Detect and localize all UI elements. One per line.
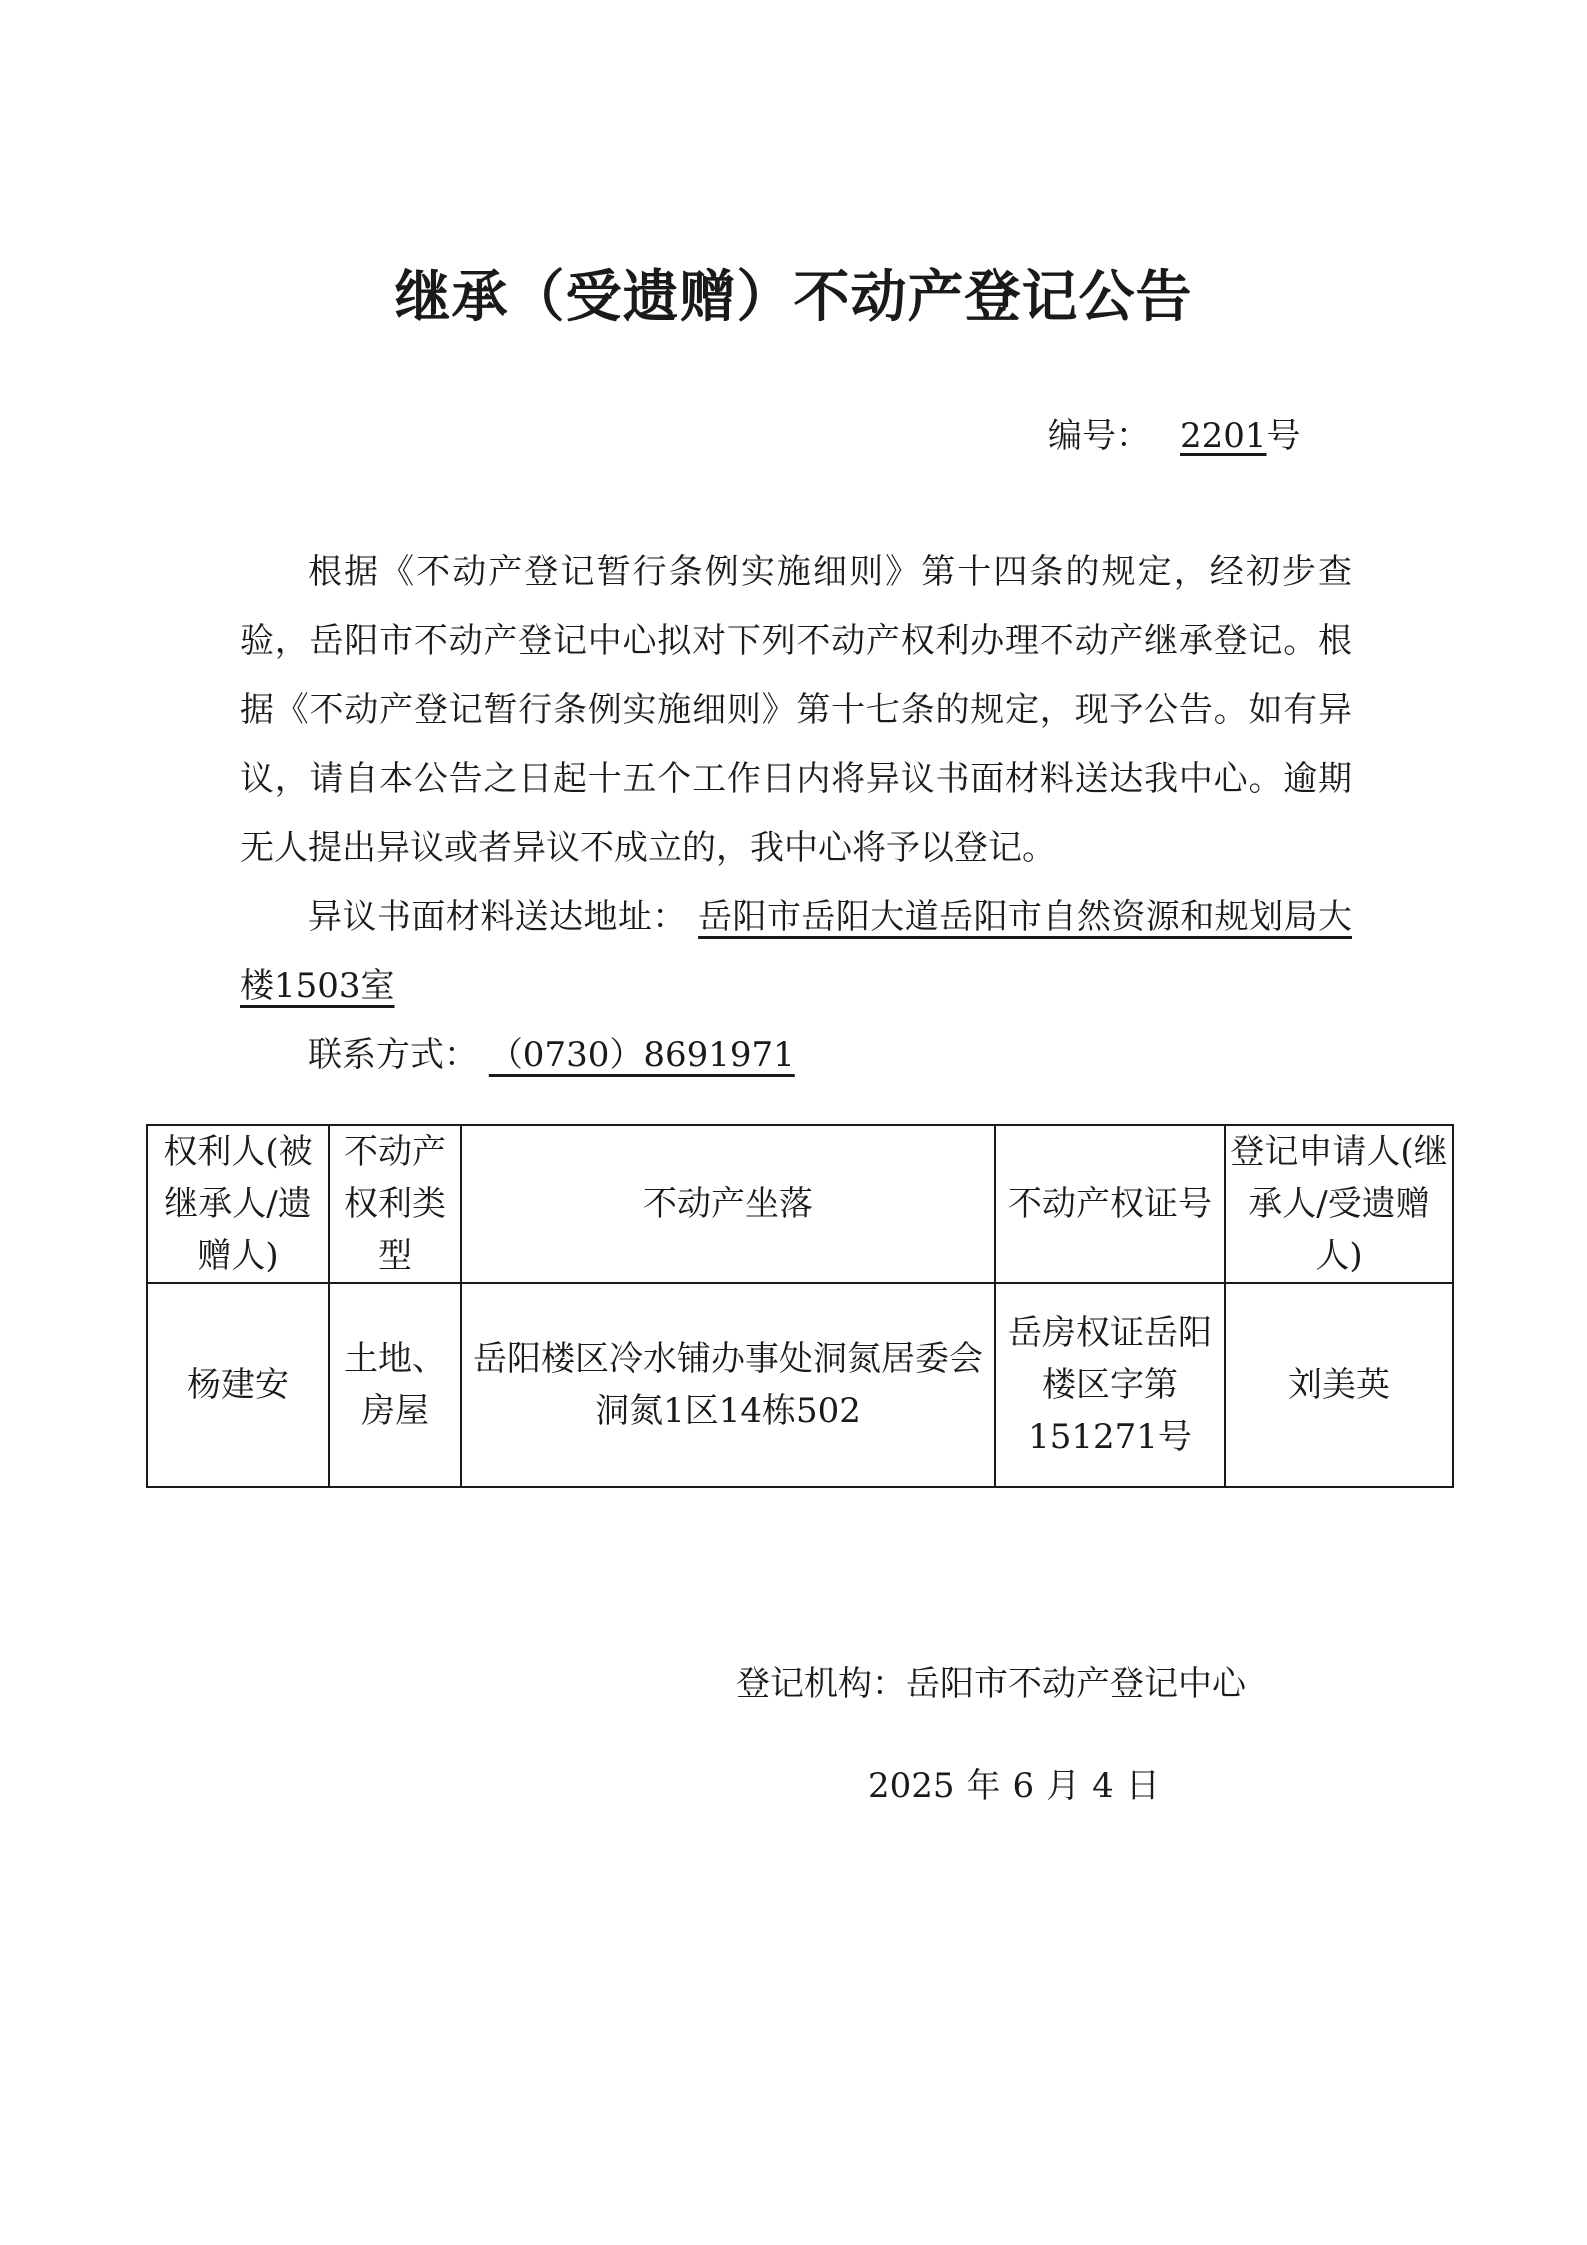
date-day-unit: 日 <box>1125 1766 1160 1806</box>
address-value: 岳阳市岳阳大道岳阳市自然资源和规划局大楼1503室 <box>240 897 1353 1006</box>
document-number-label: 编号： <box>1048 416 1150 456</box>
contact-line <box>240 1021 1352 1090</box>
notice-body <box>240 538 1352 1090</box>
notice-paragraph: 根据《不动产登记暂行条例实施细则》第十四条的规定，经初步查验，岳阳市不动产登记中心拟对下列不动产权利办理不动产继承登记。根据《不动产登记暂行条例实施细则》第十七条的规定，现予公告。如有异议，请自本公告之日起十五个工作日内将异议书面材料送达我中心。逾期无人提出异议或者异议不成立的，我中心将予以登记。 <box>240 552 1352 868</box>
header-right-type: 不动产权利类型 <box>329 1125 461 1283</box>
document-number-value: 2201 <box>1180 416 1267 456</box>
header-applicant: 登记申请人(继承人/受遗赠人) <box>1225 1125 1453 1283</box>
header-holder: 权利人(被继承人/遗赠人) <box>147 1125 329 1283</box>
header-certificate: 不动产权证号 <box>995 1125 1225 1283</box>
contact-label: 联系方式： <box>308 1035 478 1075</box>
document-number <box>1048 410 1301 462</box>
table-header-row <box>147 1125 1453 1283</box>
address-line <box>240 883 1352 1021</box>
page-title: 继承（受遗赠）不动产登记公告 <box>394 265 1193 330</box>
document-number-suffix: 号 <box>1266 416 1301 456</box>
address-label: 异议书面材料送达地址： <box>308 897 687 937</box>
header-location: 不动产坐落 <box>461 1125 995 1283</box>
issue-date <box>862 1760 1166 1812</box>
date-year-unit: 年 <box>966 1766 1001 1806</box>
date-day: 4 <box>1092 1766 1114 1806</box>
date-month: 6 <box>1012 1766 1035 1806</box>
date-month-unit: 月 <box>1046 1766 1081 1806</box>
cell-applicant: 刘美英 <box>1225 1283 1453 1487</box>
contact-value: （0730）8691971 <box>488 1035 795 1075</box>
registration-table <box>146 1124 1454 1488</box>
cell-holder: 杨建安 <box>147 1283 329 1487</box>
cell-right-type: 土地、房屋 <box>329 1283 461 1487</box>
cell-certificate: 岳房权证岳阳楼区字第151271号 <box>995 1283 1225 1487</box>
table-row <box>147 1283 1453 1487</box>
cell-location: 岳阳楼区冷水铺办事处洞氮居委会洞氮1区14栋502 <box>461 1283 995 1487</box>
date-year: 2025 <box>868 1766 955 1806</box>
registration-organization: 登记机构：岳阳市不动产登记中心 <box>736 1664 1246 1704</box>
